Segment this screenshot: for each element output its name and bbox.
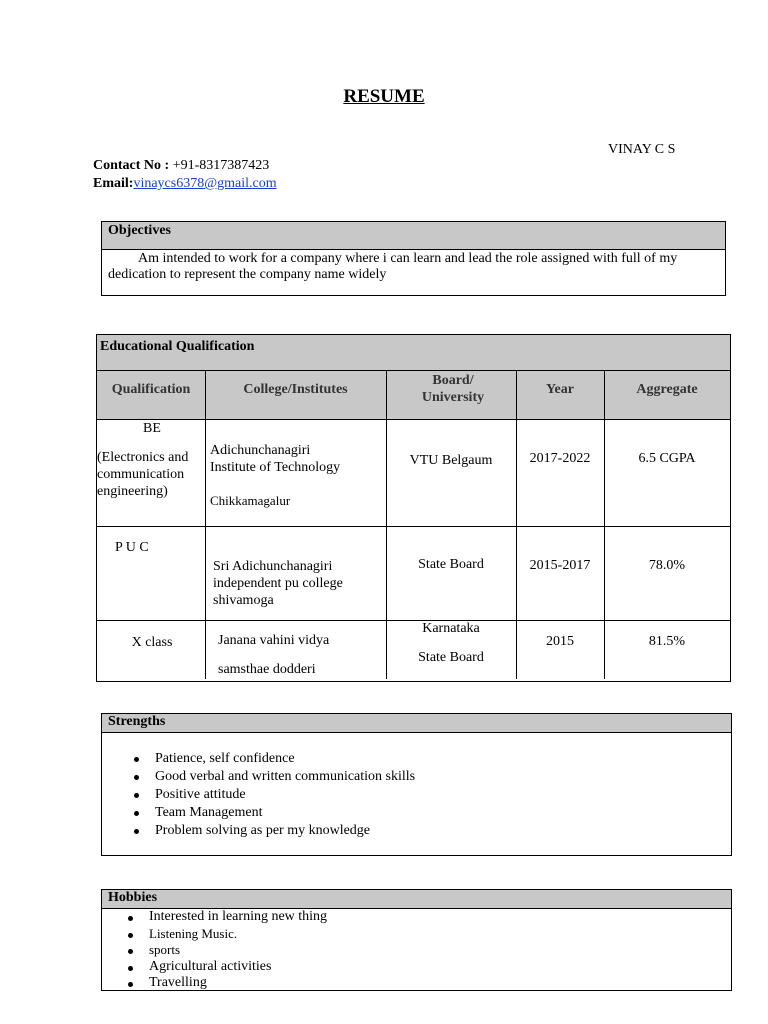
row2-board: State Board [418, 557, 484, 572]
list-item: Travelling [149, 975, 731, 992]
row1-college-extra: Chikkamagalur [210, 493, 291, 508]
strengths-list [155, 750, 731, 840]
row2-aggregate: 78.0% [648, 558, 686, 573]
column-divider [205, 371, 206, 679]
objectives-text: Am intended to work for a company where i can learn and lead the role assigned with full of my dedication to represent the company name widely [108, 251, 678, 282]
phone-number: +91-8317387423 [172, 158, 270, 173]
email-link[interactable]: vinaycs6378@gmail.com [133, 176, 277, 191]
page-title: RESUME [343, 86, 425, 107]
row1-year: 2017-2022 [529, 451, 591, 466]
email-line [93, 176, 277, 192]
row2-year: 2015-2017 [529, 558, 591, 573]
contact-line [93, 158, 269, 174]
list-item: Good verbal and written communication skills [155, 768, 731, 786]
email-label: Email: [93, 176, 134, 191]
col-header-college: College/Institutes [243, 382, 348, 397]
hobbies-list [149, 909, 731, 992]
strengths-heading: Strengths [102, 714, 731, 733]
phone-label: Contact No : [93, 158, 170, 173]
row3-qualification: X class [131, 635, 173, 650]
list-item: Agricultural activities [149, 959, 731, 976]
hobbies-heading: Hobbies [102, 890, 731, 909]
list-item: sports [149, 942, 731, 959]
col-header-board: Board/ University [421, 373, 485, 405]
row1-qualification: BE [143, 421, 161, 436]
row2-qualification: P U C [115, 540, 149, 555]
list-item: Listening Music. [149, 926, 731, 943]
hobbies-section [101, 889, 732, 991]
objectives-section [101, 221, 726, 296]
row3-board-extra: State Board [418, 650, 484, 665]
row3-college: Janana vahini vidya [218, 633, 330, 648]
row3-year: 2015 [546, 634, 574, 649]
candidate-name: VINAY C S [608, 142, 676, 157]
education-heading: Educational Qualification [97, 335, 730, 371]
col-header-aggregate: Aggregate [636, 382, 698, 397]
row1-qualification-detail: (Electronics and communication engineering) [97, 450, 189, 499]
education-table [96, 334, 731, 682]
list-item: Problem solving as per my knowledge [155, 822, 731, 840]
row3-aggregate: 81.5% [648, 634, 686, 649]
list-item: Team Management [155, 804, 731, 822]
col-header-qualification: Qualification [111, 382, 191, 397]
row3-board: Karnataka [422, 621, 480, 636]
list-item: Positive attitude [155, 786, 731, 804]
strengths-section [101, 713, 732, 856]
list-item: Interested in learning new thing [149, 909, 731, 926]
row1-board: VTU Belgaum [409, 453, 493, 468]
row1-college: Adichunchanagiri Institute of Technology [210, 443, 341, 475]
row-divider [97, 526, 730, 527]
list-item: Patience, self confidence [155, 750, 731, 768]
objectives-heading: Objectives [102, 222, 725, 250]
row1-aggregate: 6.5 CGPA [638, 451, 696, 466]
row2-college: Sri Adichunchanagiri independent pu college shivamoga [213, 559, 343, 608]
row3-college-extra: samsthae dodderi [218, 662, 316, 677]
col-header-year: Year [546, 382, 574, 397]
